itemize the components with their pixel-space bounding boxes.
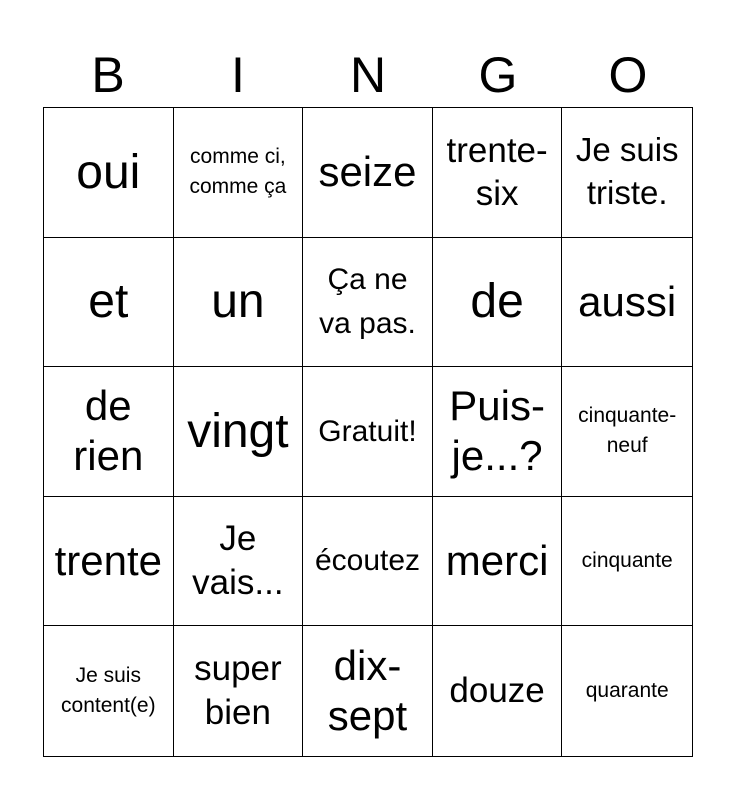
bingo-cell-r1c4[interactable]: [433, 108, 563, 238]
cell-label: quarante: [585, 678, 669, 702]
bingo-cell-r2c5[interactable]: [562, 238, 692, 368]
bingo-cell-r1c1[interactable]: [44, 108, 174, 238]
cell-label: Ça ne va pas.: [319, 263, 416, 340]
cell-label: cinquante: [581, 548, 673, 572]
cell-label: oui: [76, 145, 141, 199]
bingo-cell-r3c3[interactable]: [303, 367, 433, 497]
cell-label: de: [470, 275, 524, 329]
bingo-cell-r5c2[interactable]: [174, 626, 304, 756]
bingo-cell-r2c3[interactable]: [303, 238, 433, 368]
header-letter-n: N: [349, 47, 387, 103]
bingo-cell-r1c2[interactable]: [174, 108, 304, 238]
cell-label: Je vais...: [192, 519, 284, 603]
cell-label: aussi: [578, 277, 677, 325]
cell-label: super bien: [194, 649, 282, 733]
bingo-cell-r4c3[interactable]: [303, 497, 433, 627]
bingo-cell-r5c5[interactable]: [562, 626, 692, 756]
cell-label: Je suis content(e): [61, 663, 156, 718]
header-letter-g: G: [478, 47, 518, 103]
bingo-cell-r4c1[interactable]: [44, 497, 174, 627]
bingo-cell-r1c3[interactable]: [303, 108, 433, 238]
cell-label: écoutez: [314, 544, 421, 578]
header-letter-b: B: [91, 47, 125, 103]
bingo-cell-r4c5[interactable]: [562, 497, 692, 627]
bingo-cell-r2c1[interactable]: [44, 238, 174, 368]
bingo-board: [43, 107, 693, 757]
cell-label: trente: [54, 536, 162, 584]
cell-label: Gratuit!: [318, 414, 417, 448]
bingo-cell-r5c4[interactable]: [433, 626, 563, 756]
bingo-cell-r3c2[interactable]: [174, 367, 304, 497]
bingo-cell-r4c2[interactable]: [174, 497, 304, 627]
bingo-cell-r2c2[interactable]: [174, 238, 304, 368]
cell-label: Puis- je...?: [449, 382, 545, 480]
cell-label: de rien: [73, 382, 144, 480]
cell-label: trente- six: [446, 130, 548, 214]
bingo-cell-r5c1[interactable]: [44, 626, 174, 756]
cell-label: merci: [445, 536, 549, 584]
cell-label: Je suis triste.: [575, 131, 679, 212]
bingo-cell-r4c4[interactable]: [433, 497, 563, 627]
bingo-cell-r3c5[interactable]: [562, 367, 692, 497]
cell-label: vingt: [187, 404, 289, 458]
bingo-cell-r5c3[interactable]: [303, 626, 433, 756]
cell-label: un: [211, 275, 265, 329]
bingo-cell-r3c4[interactable]: [433, 367, 563, 497]
cell-label: dix- sept: [327, 641, 408, 740]
bingo-header: [43, 40, 693, 110]
bingo-cell-r3c1[interactable]: [44, 367, 174, 497]
header-letter-i: I: [231, 47, 245, 103]
cell-label: et: [88, 275, 129, 329]
cell-label: cinquante- neuf: [578, 404, 677, 458]
bingo-cell-r1c5[interactable]: [562, 108, 692, 238]
cell-label: douze: [449, 671, 545, 711]
bingo-cell-r2c4[interactable]: [433, 238, 563, 368]
cell-label: seize: [318, 148, 417, 196]
cell-label: comme ci, comme ça: [189, 144, 287, 199]
header-letter-o: O: [608, 47, 648, 103]
